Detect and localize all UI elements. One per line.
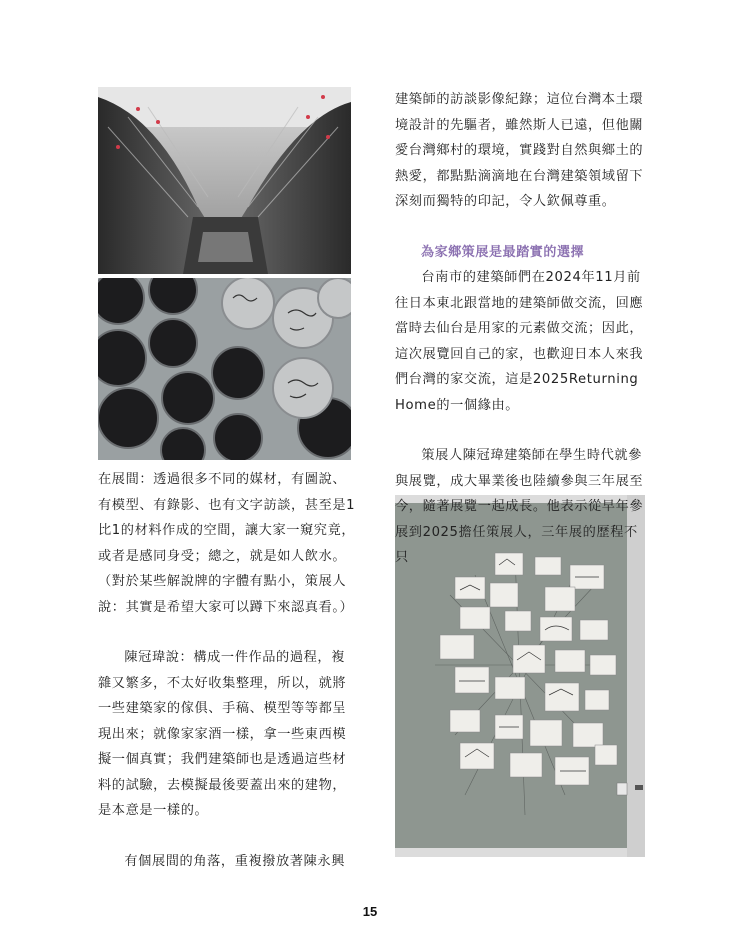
left-paragraph-3: 有個展間的角落，重複撥放著陳永興 (124, 853, 345, 869)
right-paragraph-1: 建築師的訪談影像紀錄；這位台灣本土環境設計的先驅者，雖然斯人已遠，但他關愛台灣鄉村的環境，實踐對自然與鄉土的熱愛，都點點滴滴地在台灣建築領域留下深刻而獨特的印記，令人欽佩尊重。 (395, 92, 644, 209)
left-paragraph-2: 陳冠瑋說：構成一件作品的過程，複雜又繁多，不太好收集整理，所以，就將一些建築家的傢俱、手稿、模型等等都呈現出來；就像家家酒一樣，拿一些東西模擬一個真實；我們建築師也是透過這些材料的試驗，去模擬最後要蓋出來的建物，是本意是一樣的。 (98, 650, 347, 818)
page-number: 15 (362, 904, 378, 919)
signed-discs-photo (98, 278, 351, 460)
section-heading: 為家鄉策展是最踏實的選擇 (421, 244, 585, 260)
right-paragraph-2: 台南市的建築師們在2024年11月前往日本東北跟當地的建築師做交流，回應當時去仙台是用家的元素做交流；因此，這次展覽回自己的家，也歡迎日本人來我們台灣的家交流，這是2025Returning Home的一個緣由。 (395, 270, 644, 413)
installation-tunnel-photo (98, 87, 351, 274)
right-column-text (395, 87, 645, 571)
right-paragraph-3: 策展人陳冠瑋建築師在學生時代就參與展覽，成大畢業後也陸續參與三年展至今，隨著展覽一起成長。他表示從早年參展到2025擔任策展人，三年展的歷程不只 (395, 448, 644, 565)
left-paragraph-1: 在展間：透過很多不同的媒材，有圖說、有模型、有錄影、也有文字訪談，甚至是1比1的材料作成的空間，讓大家一窺究竟，或者是感同身受；總之，就是如人飲水。（對於某些解說牌的字體有點小，策展人說：其實是希望大家可以蹲下來認真看。） (98, 472, 356, 615)
left-column-text (98, 467, 356, 874)
